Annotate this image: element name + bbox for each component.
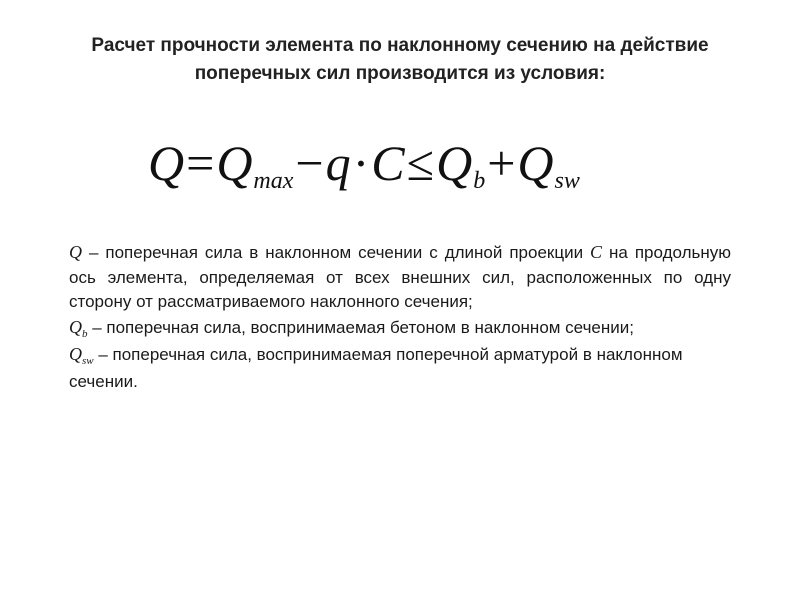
formula-c: C [371,135,405,191]
title-line-2: поперечных сил производится из условия: [194,63,606,84]
formula-leq: ≤ [406,135,435,191]
formula-minus: − [295,135,324,191]
definition-qb-text: – поперечная сила, воспринимаемая бетоном в наклонном сечении; [87,317,634,337]
formula-qsw-sub: sw [554,168,580,194]
definition-qb-symbol [69,316,88,340]
slide-title [60,32,740,88]
definition-c-symbol: C [590,242,603,262]
definition-qsw-symbol [69,344,94,367]
definitions-block [69,240,731,394]
definition-qsw-text: – поперечная сила, воспринимаемая поперечной арматурой в наклонном сечении. [69,345,683,391]
definition-qsw-sub: sw [82,355,94,367]
definition-qb-sub: b [82,327,88,340]
formula-qsw [517,135,580,194]
formula-qb [436,135,486,194]
formula-qmax [216,135,294,194]
formula-qmax-sub: max [253,168,294,194]
definition-qsw-base: Q [69,344,82,364]
formula-qb-base: Q [436,135,473,191]
formula-q: Q [148,135,185,191]
definition-qb [69,315,731,343]
formula-small-q: q [325,135,351,191]
formula-qsw-base: Q [517,135,554,191]
formula-dot: · [352,135,370,191]
title-line-1: Расчет прочности элемента по наклонному сечению на действие [91,35,709,56]
formula-qmax-base: Q [216,135,253,191]
formula-plus: + [487,135,516,191]
definition-q [69,240,731,315]
formula-qb-sub: b [473,168,486,194]
formula-equals: = [186,135,215,191]
definition-q-text: – поперечная сила в наклонном сечении с длиной проекции [82,243,591,262]
definition-q-symbol: Q [69,242,82,262]
definition-qsw [69,342,731,394]
strength-condition-formula [148,128,668,198]
definition-q-text-2: на продольную ось элемента, определяемая от всех внешних сил, расположенных по одну сторону от рассматриваемого наклонного сечения; [69,243,731,311]
definition-qb-base: Q [69,316,82,337]
